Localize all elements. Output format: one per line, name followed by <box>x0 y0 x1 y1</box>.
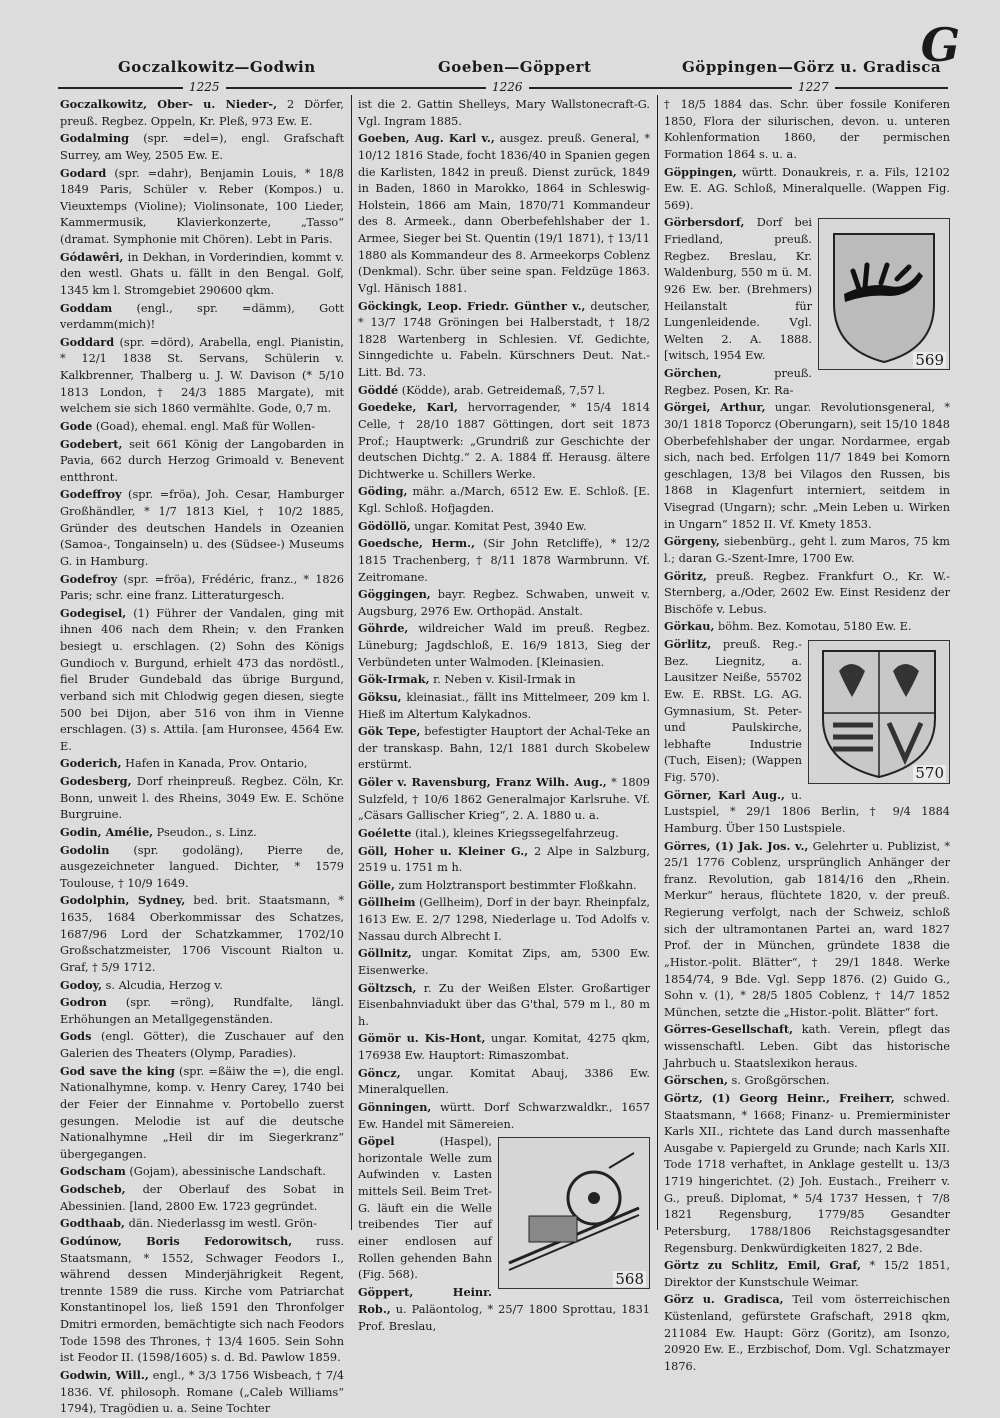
dictionary-entry <box>60 571 344 605</box>
dictionary-entry <box>60 755 344 773</box>
entry-text: preuß. Regbez. Frankfurt O., Kr. W.-Sternberg, a./Oder, 2602 Ew. Einst Residenz der Bischöfe v. Lebus. <box>664 569 950 616</box>
dictionary-entry <box>358 723 650 774</box>
entry-text: r. Neben v. Kisil-Irmak in <box>429 673 576 687</box>
entry-text: (engl. Götter), die Zuschauer auf den Galerien des Theaters (Olymp, Paradies). <box>60 1030 344 1060</box>
entry-text: hervorragender, * 15/4 1814 Celle, † 28/10 1887 Göttingen, dort seit 1873 Prof.; Hauptwerk: „Grundriß zur Geschichte der deutschen Dichtg.“ 2. A. 1884 ff. Herausg. ältere Dichtwerke u. Schillers Werke. <box>358 401 650 481</box>
entry-text: s. Alcudia, Herzog v. <box>102 978 223 992</box>
entry-headword: Göltzsch, <box>358 980 417 995</box>
dictionary-entry <box>60 486 344 570</box>
entry-headword: Göksu, <box>358 689 402 704</box>
dictionary-entry <box>60 1181 344 1215</box>
column-left <box>60 96 345 1416</box>
entry-headword: Göding, <box>358 484 408 499</box>
entry-headword: Görkau, <box>664 619 715 634</box>
dictionary-entry <box>60 436 344 487</box>
header-middle: Goeben—Göppert <box>438 58 592 76</box>
entry-headword: Gök-Irmak, <box>358 672 430 687</box>
entry-headword: Görchen, <box>664 366 722 380</box>
dictionary-entry <box>358 825 650 843</box>
entry-headword: Goddam <box>60 300 113 315</box>
entry-text: (spr. =fröa), Frédéric, franz., * 1826 Paris; schr. eine franz. Litteraturgesch. <box>60 572 344 603</box>
entry-text: deutscher, * 13/7 1748 Gröningen bei Halberstadt, † 18/2 1828 Wartenberg in Schlesien. Vf. Gedichte, Sinngedichte u. Fabeln. Kürschners Deut. Nat.-Litt. Bd. 73. <box>358 299 650 379</box>
entry-text: Dorf bei Friedland, preuß. Regbez. Breslau, Kr. Waldenburg, 550 m ü. M. 926 Ew. ber. (Brehmers) Heilanstalt für Lungenleidende. Vgl. Welten 2. A. 1888. [witsch, 1954 Ew. <box>664 216 812 363</box>
entry-text: preuß. Reg.-Bez. Liegnitz, a. Lausitzer Neiße, 55702 Ew. E. RBSt. LG. AG. Gymnasium, St. Peter- und Paulskirche, lebhafte Industrie (Tuch, Eisen); (Wappen Fig. 570). <box>664 638 802 784</box>
entry-headword: Goeben, Aug. Karl v., <box>358 131 495 146</box>
entry-headword: Gods <box>60 1029 92 1044</box>
dictionary-entry <box>358 671 650 689</box>
dictionary-entry <box>358 774 650 825</box>
dictionary-entry <box>664 1072 950 1090</box>
entry-text: 2 Alpe in Salzburg, 2519 u. 1751 m h. <box>358 844 650 875</box>
entry-headword: Godesberg, <box>60 774 132 788</box>
dictionary-entry <box>358 843 650 877</box>
dictionary-entry <box>358 620 650 671</box>
dictionary-entry <box>358 399 650 483</box>
entry-text: (Gojam), abessinische Landschaft. <box>125 1165 326 1179</box>
entry-text: (spr. =ßäiw the =), die engl. Nationalhymne, komp. v. Henry Carey, 1740 bei der Feier der Einnahme v. Portobello zuerst gesungen. Melodie ist auf die deutsche Nationalhymne „Heil dir im Siegerkranz“ übergegangen. <box>60 1064 344 1161</box>
eagle-arms-icon <box>809 641 949 783</box>
entry-headword: Görtz, (1) Georg Heinr., Freiherr, <box>664 1090 895 1105</box>
entry-headword: Göll, Hoher u. Kleiner G., <box>358 843 529 858</box>
entry-text: kath. Verein, pflegt das wissenschaftl. Leben. Gibt das historische Jahrbuch u. Staatslexikon heraus. <box>664 1023 950 1070</box>
dictionary-entry <box>60 1367 344 1418</box>
illustration-figure-568 <box>498 1137 650 1289</box>
dictionary-entry <box>60 994 344 1028</box>
dictionary-entry <box>664 1021 950 1072</box>
dictionary-entry <box>60 824 344 842</box>
entry-headword: Godolin <box>60 842 110 857</box>
dictionary-entry <box>664 164 950 215</box>
entry-headword: Göritz, <box>664 568 707 583</box>
entry-text: (1) Führer der Vandalen, ging mit ihnen 406 nach dem Rhein; v. den Franken besiegt u. erschlagen. (2) Sohn des Königs Gundioch v. Burgund, erhielt 473 das nordöstl., fiel Bruder Gundebald das übrige Burgund, verband sich mit Chlodwig gegen diesen, siegte 500 bei Dijon, aber 516 von ihm in Vienne erschlagen. (3) s. Attila. [am Huronsee, 4564 Ew. E. <box>60 606 344 753</box>
entry-text: seit 661 König der Langobarden in Pavia, 662 durch Herzog Grimoald v. Benevent entthront. <box>60 437 344 484</box>
dictionary-entry <box>60 1233 344 1367</box>
coat-of-arms-figure-570 <box>808 640 950 784</box>
entry-text: (Sir John Retcliffe), * 12/2 1815 Trachenberg, † 8/11 1878 Warmbrunn. Vf. Zeitromane. <box>358 537 651 584</box>
entry-headword: Goélette <box>358 825 412 840</box>
entry-text: ungar. Revolutionsgeneral, * 30/1 1818 Toporcz (Oberungarn), seit 15/10 1848 Oberbefehlshaber der ungar. Nordarmee, ergab sich, nach bed. Erfolgen 11/7 1849 bei Komorn geschlagen, 13/8 bei Vilagos den Russen, bis 1868 in Klagenfurt interniert, seitdem in Visegrad (Ungarn); schr. „Mein Leben u. Wirken in Ungarn“ 1852 II. Vf. Kmety 1853. <box>664 401 950 531</box>
entry-text: † 18/5 1884 das. Schr. über fossile Koniferen 1850, Flora der silurischen, devon. u. unteren Kohlenformation 1860, der permischen Formation 1864 s. u. a. <box>664 98 950 161</box>
entry-text: (spr. =röng), Rundfalte, längl. Erhöhungen an Metallgegenständen. <box>60 996 344 1026</box>
dictionary-entry <box>60 418 344 436</box>
entry-text: (ital.), kleines Kriegssegelfahrzeug. <box>411 826 619 840</box>
dictionary-entry <box>358 980 650 1031</box>
dictionary-entry <box>358 1099 650 1133</box>
entry-text: der Oberlauf des Sobat in Abessinien. [land, 2800 Ew. 1723 gegründet. <box>60 1183 344 1213</box>
entry-headword: Görbersdorf, <box>664 215 745 230</box>
dictionary-entry <box>60 96 344 130</box>
entry-headword: Gódawêri, <box>60 249 124 264</box>
entry-text: (spr. =dörd), Arabella, engl. Pianistin, * 12/1 1838 St. Servans, Schülerin v. Kalkbrenner, Thalberg u. J. W. Davison (* 5/10 1813 London, † 24/3 1885 Margate), mit welchem sie sich 1860 vermählte. Gode, 0,7 m. <box>60 335 344 416</box>
dictionary-entry <box>358 894 650 945</box>
entry-headword: Godalming <box>60 131 130 146</box>
entry-text: ungar. Komitat, 4275 qkm, 176938 Ew. Hauptort: Rimaszombat. <box>358 1032 650 1062</box>
entry-headword: Göddé <box>358 382 399 397</box>
entry-headword: Görlitz, <box>664 637 712 651</box>
dictionary-entry <box>664 1257 950 1291</box>
entry-text: bayr. Regbez. Schwaben, unweit v. Augsburg, 2976 Ew. Orthopäd. Anstalt. <box>358 588 650 618</box>
dictionary-entry <box>60 300 344 334</box>
entry-text: * 15/2 1851, Direktor der Kunstschule Weimar. <box>664 1259 950 1289</box>
dictionary-entry <box>60 1063 344 1164</box>
coat-of-arms-figure-569 <box>818 218 950 370</box>
entry-text: dän. Niederlassg im westl. Grön- <box>125 1217 318 1231</box>
entry-text: zum Holztransport bestimmter Floßkahn. <box>394 878 637 892</box>
entry-text: württ. Dorf Schwarzwaldkr., 1657 Ew. Handel mit Sämereien. <box>358 1100 650 1131</box>
entry-text: ungar. Komitat Pest, 3940 Ew. <box>410 519 587 533</box>
dictionary-entry <box>358 1065 650 1099</box>
entry-headword: Godwin, Will., <box>60 1367 149 1382</box>
dictionary-entry <box>60 130 344 164</box>
dictionary-entry <box>358 945 650 979</box>
entry-text: (spr. godoläng), Pierre de, ausgezeichneter langued. Dichter, * 1579 Toulouse, † 10/9 1649. <box>60 843 344 890</box>
dictionary-entry <box>60 605 344 756</box>
entry-headword: Göler v. Ravensburg, Franz Wilh. Aug., <box>358 775 607 789</box>
page-number-left: 1225 <box>183 80 226 94</box>
entry-headword: Göncz, <box>358 1065 401 1080</box>
entry-text: mähr. a./March, 6512 Ew. E. Schloß. [E. Kgl. Schloß. Hofjagden. <box>358 485 650 515</box>
entry-headword: Godscheb, <box>60 1182 126 1196</box>
entry-text: engl., * 3/3 1756 Wisbeach, † 7/4 1836. Vf. philosoph. Romane („Caleb Williams“ 1794), Tragödien u. a. Seine Tochter <box>60 1368 345 1416</box>
entry-headword: Göllheim <box>358 895 416 910</box>
entry-headword: Godolphin, Sydney, <box>60 893 186 908</box>
dictionary-entry <box>664 618 950 636</box>
figure-number: 569 <box>915 350 944 369</box>
dictionary-entry <box>358 689 650 723</box>
entry-headword: Godthaab, <box>60 1216 125 1231</box>
figure-number: 568 <box>615 1269 644 1288</box>
dictionary-entry <box>358 1284 650 1336</box>
antler-arms-icon <box>819 219 949 369</box>
entry-text: Pseudon., s. Linz. <box>153 825 257 839</box>
entry-text: * 1809 Sulzfeld, † 10/6 1862 Generalmajor Karlsruhe. Vf. „Cäsars Gallischer Krieg“, 2. A. 1880 u. a. <box>358 776 650 823</box>
entry-headword: Godard <box>60 165 107 180</box>
dictionary-entry <box>664 568 950 619</box>
entry-headword: Görschen, <box>664 1073 728 1088</box>
entry-text: s. Großgörschen. <box>727 1074 830 1088</box>
dictionary-entry <box>358 1030 650 1064</box>
entry-headword: Godscham <box>60 1164 126 1179</box>
entry-text: (Ködde), arab. Getreidemaß, 7,57 l. <box>398 383 606 397</box>
dictionary-entry <box>60 892 344 976</box>
entry-text: schwed. Staatsmann, * 1668; Finanz- u. Premierminister Karls XII., richtete das Land durch massenhafte Ausgabe v. Papiergeld zu Grunde; nach Karls XII. Tode 1718 verhaftet, in Anklage gestellt u. 13/3 1719 hingerichtet. (2) Joh. Eustach., Freiherr v. G., preuß. Diplomat, * 5/4 1737 Hessen, † 7/8 1821 Regensburg, 1779/85 Gesandter Petersburg, 1788/1806 Reichstagsgesandter Regensburg. Denkwürdigkeiten 1827, 2 Bde. <box>664 1091 950 1255</box>
entry-headword: Godúnow, Boris Fedorowitsch, <box>60 1233 293 1248</box>
page-number-middle: 1226 <box>486 80 529 94</box>
entry-text: (Haspel), horizontale Welle zum Aufwinden v. Lasten mittels Seil. Beim Tret-G. läuft ein die Welle treibendes Tier auf einer endlosen auf Rollen gehenden Bahn (Fig. 568). <box>358 1135 492 1282</box>
section-letter: G <box>920 18 960 72</box>
page-number-right: 1227 <box>792 80 835 94</box>
entry-headword: Görner, Karl Aug., <box>664 787 785 802</box>
entry-headword: Görz u. Gradisca, <box>664 1292 784 1307</box>
entry-text: Hafen in Kanada, Prov. Ontario, <box>121 757 308 771</box>
entry-text: siebenbürg., geht l. zum Maros, 75 km l.; daran G.-Szent-Imre, 1700 Ew. <box>664 535 950 565</box>
dictionary-entry <box>664 1090 950 1257</box>
dictionary-entry <box>60 977 344 995</box>
dictionary-entry <box>60 1215 344 1233</box>
entry-text: kleinasiat., fällt ins Mittelmeer, 209 km l. Hieß im Altertum Kalykadnos. <box>358 690 650 721</box>
entry-text: befestigter Hauptort der Achal-Teke an der transkasp. Bahn, 12/1 1881 durch Skobelew erstürmt. <box>358 725 650 772</box>
entry-text: (Goad), ehemal. engl. Maß für Wollen- <box>92 419 316 433</box>
entry-headword: Göggingen, <box>358 587 431 602</box>
entry-headword: Godebert, <box>60 436 123 451</box>
entry-text: in Dekhan, in Vorderindien, kommt v. den westl. Ghats u. fällt in den Bengal. Golf, 1345 km l. Stromgebiet 290600 qkm. <box>60 250 344 297</box>
entry-headword: Goedeke, Karl, <box>358 400 458 415</box>
dictionary-entry <box>60 842 344 893</box>
entry-text: Dorf rheinpreuß. Regbez. Cöln, Kr. Bonn, unweit l. des Rheins, 3049 Ew. E. Schöne Burgruine. <box>60 775 344 822</box>
entry-headword: Göppingen, <box>664 164 737 179</box>
dictionary-entry <box>358 483 650 517</box>
entry-text: (engl., spr. =dämm), Gott verdamm(mich)! <box>60 301 344 332</box>
figure-number: 570 <box>915 764 944 783</box>
dictionary-entry <box>358 298 650 382</box>
dictionary-entry <box>664 787 950 838</box>
entry-text: u. Lustspiel, * 29/1 1806 Berlin, † 9/4 1884 Hamburg. Über 150 Lustspiele. <box>664 788 950 835</box>
entry-headword: Goczalkowitz, Ober- u. Nieder-, <box>60 97 278 111</box>
column-middle <box>358 96 651 1333</box>
entry-headword: Godron <box>60 995 107 1010</box>
header-left: Goczalkowitz—Godwin <box>118 58 316 76</box>
entry-headword: Göpel <box>358 1134 395 1149</box>
entry-text: u. Paläontolog, * 25/7 1800 Sprottau, 1831 Prof. Breslau, <box>358 1303 650 1333</box>
dictionary-entry <box>60 1163 344 1181</box>
dictionary-entry <box>60 249 344 300</box>
entry-headword: Goddard <box>60 334 115 349</box>
dictionary-entry <box>664 1291 950 1375</box>
entry-text: preuß. Regbez. Posen, Kr. Ra- <box>664 367 812 397</box>
treadmill-illustration-icon <box>499 1138 649 1288</box>
entry-text: württ. Donaukreis, r. a. Fils, 12102 Ew. E. AG. Schloß, Mineralquelle. (Wappen Fig. 569). <box>664 165 950 212</box>
entry-headword: Gölle, <box>358 877 395 892</box>
entry-headword: Gönningen, <box>358 1099 432 1114</box>
entry-text: (spr. =fröa), Joh. Cesar, Hamburger Großhändler, * 1/7 1813 Kiel, † 10/2 1885, Gründer des deutschen Handels in Ozeanien (Samoa-, Tongainseln) u. des (Südsee-) Museums G. in Hamburg. <box>60 488 344 568</box>
entry-text: ist die 2. Gattin Shelleys, Mary Wallstonecraft-G. Vgl. Ingram 1885. <box>358 98 650 128</box>
entry-headword: Godoy, <box>60 977 103 992</box>
entry-text: Teil vom österreichischen Küstenland, gefürstete Grafschaft, 2918 qkm, 211084 Ew. Haupt: Görz (Goritz), am Isonzo, 20920 Ew. E., Erzbischof, Dom. Vgl. Schatzmayer 1876. <box>664 1293 950 1373</box>
entry-headword: Gök Tepe, <box>358 724 421 739</box>
dictionary-entry <box>358 877 650 895</box>
entry-text: (spr. =dahr), Benjamin Louis, * 18/8 1849 Paris, Schüler v. Reber (Kompos.) u. Vieuxtemps (Violine); Violinsonate, 100 Lieder, Kammermusik, Klavierkonzerte, „Tasso“ (dramat. Symphonie mit Chören). Lebt in Paris. <box>60 166 344 246</box>
entry-text: 2 Dörfer, preuß. Regbez. Oppeln, Kr. Pleß, 973 Ew. E. <box>60 98 345 128</box>
entry-headword: Görres-Gesellschaft, <box>664 1022 794 1037</box>
entry-headword: Görgei, Arthur, <box>664 400 766 415</box>
entry-headword: God save the king <box>60 1063 175 1078</box>
dictionary-entry <box>664 533 950 567</box>
entry-text: russ. Staatsmann, * 1552, Schwager Feodors I., während dessen Minderjährigkeit Regent, trennte 1589 die russ. Kirche vom Patriarchat Konstantinopel los, ließ 1591 den Thronfolger Dmitri ermorden, bemächtigte sich nach Feodors Tode 1598 des Thrones, † 13/4 1605. Sein Sohn ist Feodor II. (1598/1605) s. d. Bd. Pawlow 1859. <box>60 1234 344 1365</box>
entry-headword: Görtz zu Schlitz, Emil, Graf, <box>664 1258 861 1273</box>
entry-headword: Godeffroy <box>60 487 122 502</box>
column-divider <box>657 95 658 1230</box>
entry-headword: Göppert, Heinr. Rob., <box>358 1284 492 1317</box>
dictionary-entry <box>358 518 650 536</box>
entry-headword: Godefroy <box>60 571 118 586</box>
dictionary-entry <box>664 96 950 164</box>
entry-headword: Görres, (1) Jak. Jos. v., <box>664 838 809 853</box>
dictionary-entry <box>60 334 344 418</box>
dictionary-entry <box>358 96 650 130</box>
entry-headword: Gömör u. Kis-Hont, <box>358 1031 486 1046</box>
column-divider <box>351 95 352 1230</box>
dictionary-entry <box>60 1028 344 1062</box>
entry-headword: Gödöllö, <box>358 518 411 533</box>
entry-text: r. Zu der Weißen Elster. Großartiger Eisenbahnviadukt über das G'thal, 579 m l., 80 m h. <box>358 981 650 1028</box>
entry-headword: Goedsche, Herm., <box>358 536 476 551</box>
entry-text: Gelehrter u. Publizist, * 25/1 1776 Coblenz, ursprünglich Anhänger der franz. Revolution, gab 1814/16 den „Rhein. Merkur“ heraus, flüchtete 1820, v. der preuß. Regierung verfolgt, nach der Schweiz, schloß sich der ultramontanen Partei an, ward 1827 Prof. der in München, gründete 1838 die „Histor.-polit. Blätter“, † 29/1 1848. Werke 1854/74, 9 Bde. Vgl. Sepp 1876. (2) Guido G., Sohn v. (1), * 28/5 1805 Coblenz, † 14/7 1852 München, setzte die „Histor.-polit. Blätter“ fort. <box>664 839 950 1019</box>
dictionary-entry <box>60 165 344 249</box>
header-right: Göppingen—Görz u. Gradisca <box>682 58 942 76</box>
dictionary-entry <box>358 586 650 620</box>
entry-text: (Gellheim), Dorf in der bayr. Rheinpfalz, 1613 Ew. E. 2/7 1298, Niederlage u. Tod Adolfs v. Nassau durch Albrecht I. <box>358 896 650 943</box>
entry-headword: Görgeny, <box>664 534 720 549</box>
entry-headword: Godegisel, <box>60 605 127 620</box>
dictionary-entry <box>358 382 650 400</box>
dictionary-entry <box>358 130 650 297</box>
column-right <box>664 96 950 1373</box>
dictionary-entry <box>664 399 950 533</box>
entry-text: ungar. Komitat Zips, am, 5300 Ew. Eisenwerke. <box>358 947 650 977</box>
entry-text: ungar. Komitat Abauj, 3386 Ew. Mineralquellen. <box>358 1066 650 1097</box>
entry-headword: Göckingk, Leop. Friedr. Günther v., <box>358 298 586 313</box>
entry-headword: Godin, Amélie, <box>60 824 154 839</box>
entry-headword: Goderich, <box>60 756 122 771</box>
dictionary-entry <box>60 773 344 824</box>
entry-text: wildreicher Wald im preuß. Regbez. Lüneburg; Jagdschloß, E. 16/9 1813, Sieg der Verbündeten unter Walmoden. [Kleinasien. <box>358 622 650 669</box>
entry-headword: Göllnitz, <box>358 946 412 961</box>
entry-text: bed. brit. Staatsmann, * 1635, 1684 Oberkommissar des Schatzes, 1687/96 Lord der Schatzkammer, 1702/10 Großschatzmeister, 1706 Viscount Rialton u. Graf, † 5/9 1712. <box>60 894 344 974</box>
dictionary-entry <box>358 535 650 586</box>
entry-headword: Göhrde, <box>358 621 409 636</box>
entry-text: böhm. Bez. Komotau, 5180 Ew. E. <box>714 620 912 634</box>
entry-text: (spr. =del=), engl. Grafschaft Surrey, am Wey, 2505 Ew. E. <box>60 132 344 162</box>
entry-headword: Gode <box>60 418 93 433</box>
entry-text: ausgez. preuß. General, * 10/12 1816 Stade, focht 1836/40 in Spanien gegen die Karlisten, 1842 in preuß. Dienst zurück, 1849 in Baden, 1860 in Marokko, 1864 in Schleswig-Holstein, 1866 am Main, 1870/71 Kommandeur des 8. Armeek., dann Oberbefehlshaber der 1. Armee, Sieger bei St. Quentin (19/1 1871), † 13/11 1880 als Kommandeur des 8. Armeekorps Coblenz (Denkmal). Schr. über seine span. Feldzüge 1863. Vgl. Hänisch 1881. <box>358 132 650 295</box>
dictionary-entry <box>664 838 950 1022</box>
